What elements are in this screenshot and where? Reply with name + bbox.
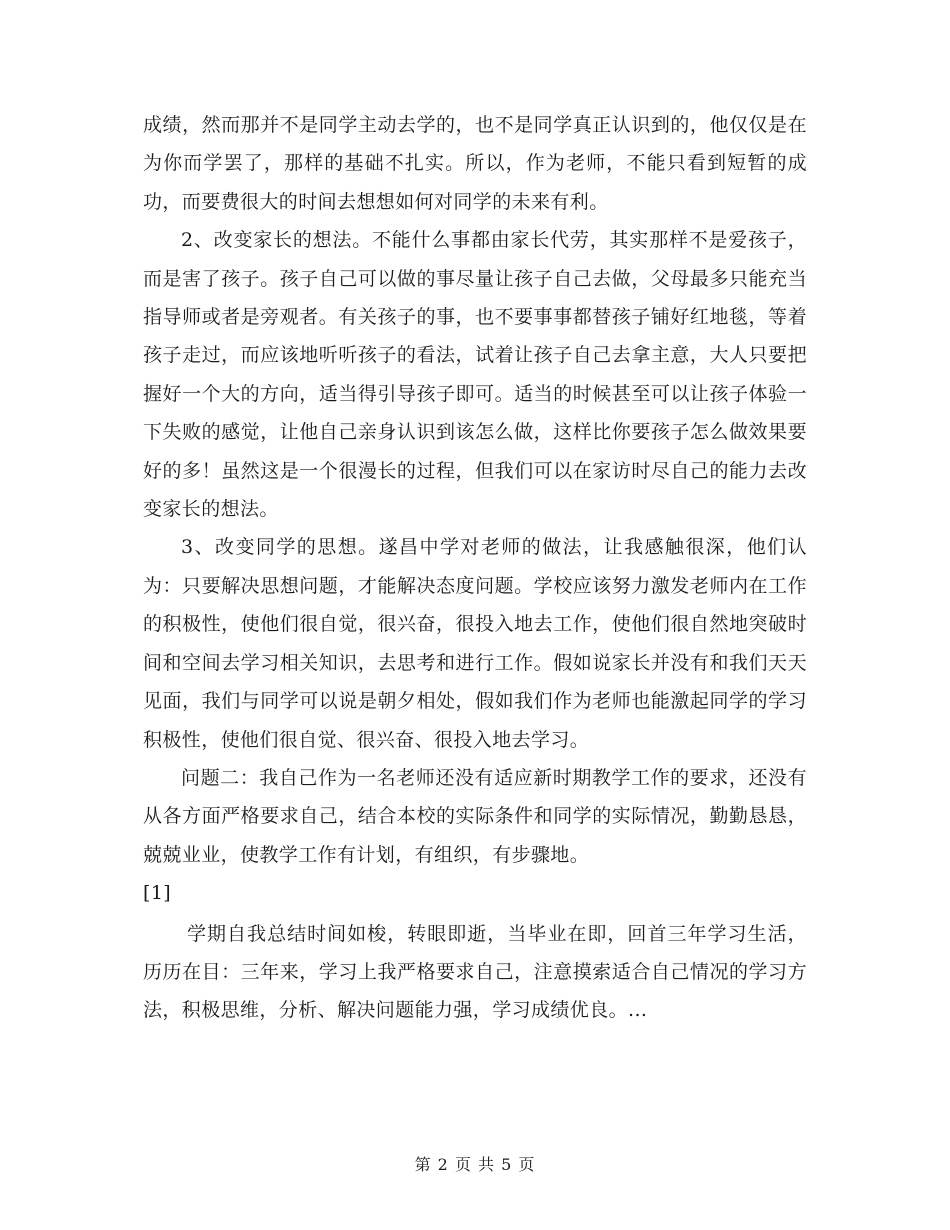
paragraph-continuation: 成绩，然而那并不是同学主动去学的，也不是同学真正认识到的，他仅仅是在为你而学罢了，那样的基础不扎实。所以，作为老师，不能只看到短暂的成功，而要费很大的时间去想想如何对同学的未来有利。 bbox=[143, 114, 807, 213]
paragraph-problem-two bbox=[143, 759, 807, 913]
reference-marker: [1] bbox=[143, 882, 172, 905]
page-content bbox=[143, 106, 807, 1030]
page-number-footer: 第 2 页 共 5 页 bbox=[414, 1155, 536, 1174]
paragraph-change-parents: 2、改变家长的想法。不能什么事都由家长代劳，其实那样不是爱孩子，而是害了孩子。孩子自己可以做的事尽量让孩子自己去做，父母最多只能充当指导师或者是旁观者。有关孩子的事，也不要事事都替孩子铺好红地毯，等着孩子走过，而应该地听听孩子的看法，试着让孩子自己去拿主意，大人只要把握好一个大的方向，适当得引导孩子即可。适当的时候甚至可以让孩子体验一下失败的感觉，让他自己亲身认识到该怎么做，这样比你要孩子怎么做效果要好的多！虽然这是一个很漫长的过程，但我们可以在家访时尽自己的能力去改变家长的想法。 bbox=[143, 229, 807, 521]
paragraph-summary: 学期自我总结时间如梭，转眼即逝，当毕业在即，回首三年学习生活，历历在目：三年来，学习上我严格要求自己，注意摸索适合自己情况的学习方法，积极思维，分析、解决问题能力强，学习成绩优良。... bbox=[143, 922, 807, 1022]
paragraph-change-students: 3、改变同学的思想。遂昌中学对老师的做法，让我感触很深，他们认为：只要解决思想问题，才能解决态度问题。学校应该努力激发老师内在工作的积极性，使他们很自觉，很兴奋，很投入地去工作，使他们很自然地突破时间和空间去学习相关知识，去思考和进行工作。假如说家长并没有和我们天天见面，我们与同学可以说是朝夕相处，假如我们作为老师也能激起同学的学习积极性，使他们很自觉、很兴奋、很投入地去学习。 bbox=[143, 536, 807, 751]
paragraph-problem-two-text: 问题二：我自己作为一名老师还没有适应新时期教学工作的要求，还没有从各方面严格要求自己，结合本校的实际条件和同学的实际情况，勤勤恳恳，兢兢业业，使教学工作有计划，有组织，有步骤地。 bbox=[143, 766, 807, 866]
